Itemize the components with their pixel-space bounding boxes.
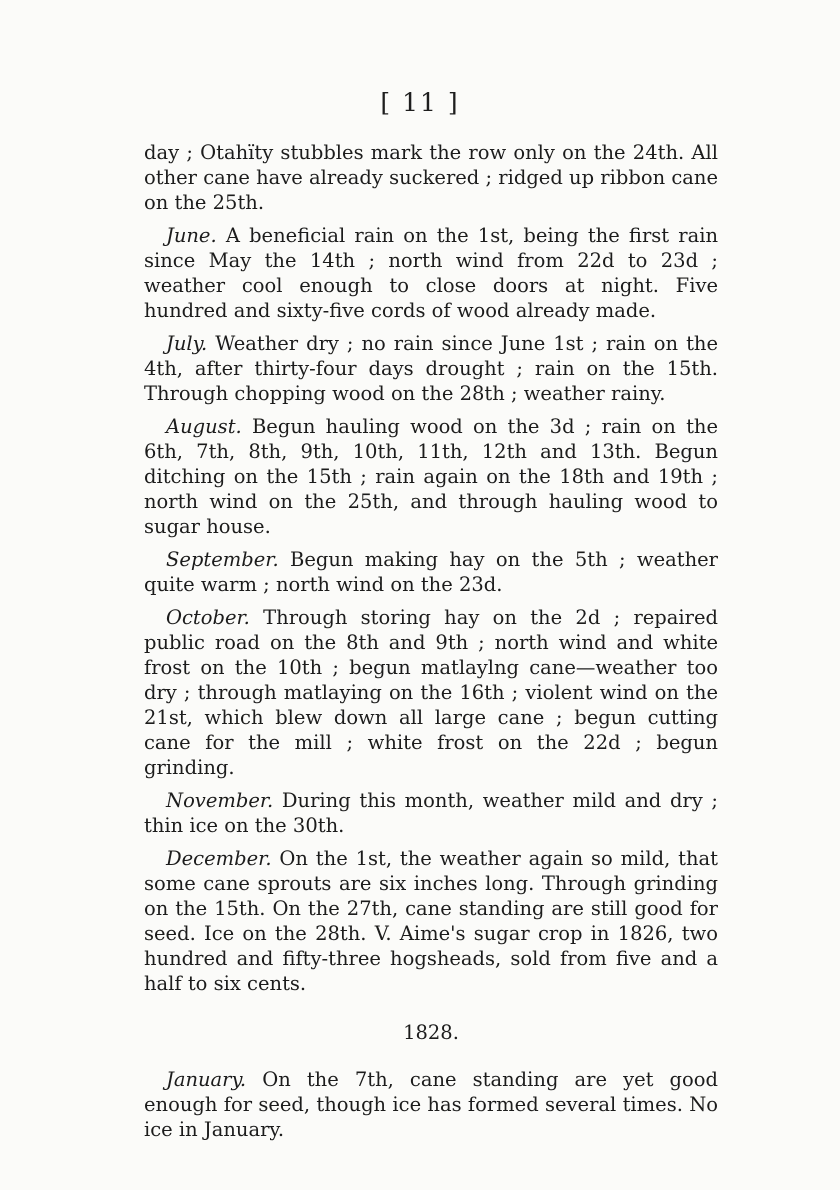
page-body <box>144 140 718 1150</box>
entry-september <box>144 547 718 597</box>
month-label: October. <box>166 606 250 629</box>
month-label: September. <box>166 548 279 571</box>
month-label: January. <box>166 1068 247 1091</box>
month-label: December. <box>166 847 272 870</box>
continuation-paragraph: day ; Otahïty stubbles mark the row only on the 24th. All other cane have already suckered ; ridged up ribbon cane on the 25th. <box>144 141 718 214</box>
entry-october <box>144 605 718 780</box>
entry-text: A beneficial rain on the 1st, being the first rain since May the 14th ; north wind from 22d to 23d ; weather cool enough to close doors at night. Five hundred and sixty-five cords of wood already made. <box>144 224 718 322</box>
entry-june <box>144 223 718 323</box>
entry-january <box>144 1067 718 1142</box>
entry-text: Weather dry ; no rain since June 1st ; rain on the 4th, after thirty-four days drought ; rain on the 15th. Through chopping wood on the 28th ; weather rainy. <box>144 332 718 405</box>
month-label: July. <box>166 332 208 355</box>
entry-text: On the 7th, cane standing are yet good enough for seed, though ice has formed several times. No ice in January. <box>144 1068 718 1141</box>
entry-july <box>144 331 718 406</box>
entry-text: Begun hauling wood on the 3d ; rain on the 6th, 7th, 8th, 9th, 10th, 11th, 12th and 13th. Begun ditching on the 15th ; rain again on the 18th and 19th ; north wind on the 25th, and through hauling wood to sugar house. <box>144 415 719 538</box>
month-label: August. <box>166 415 242 438</box>
entry-august <box>144 414 718 539</box>
year-heading: 1828. <box>403 1021 459 1044</box>
month-label: June. <box>166 224 217 247</box>
entry-text: Through storing hay on the 2d ; repaired public road on the 8th and 9th ; north wind and white frost on the 10th ; begun matlaylng cane—weather too dry ; through matlaying on the 16th ; violent wind on the 21st, which blew down all large cane ; begun cutting cane for the mill ; white frost on the 22d ; begun grinding. <box>144 606 718 779</box>
entry-text: On the 1st, the weather again so mild, that some cane sprouts are six inches long. Through grinding on the 15th. On the 27th, cane standing are still good for seed. Ice on the 28th. V. Aime's sugar crop in 1826, two hundred and fifty-three hogsheads, sold from five and a half to six cents. <box>144 847 718 995</box>
entry-text: Begun making hay on the 5th ; weather quite warm ; north wind on the 23d. <box>144 548 718 596</box>
month-label: November. <box>166 789 274 812</box>
page-number: [ 11 ] <box>380 88 460 117</box>
entry-november <box>144 788 718 838</box>
entry-text: During this month, weather mild and dry ; thin ice on the 30th. <box>144 789 718 837</box>
entry-december <box>144 846 718 996</box>
